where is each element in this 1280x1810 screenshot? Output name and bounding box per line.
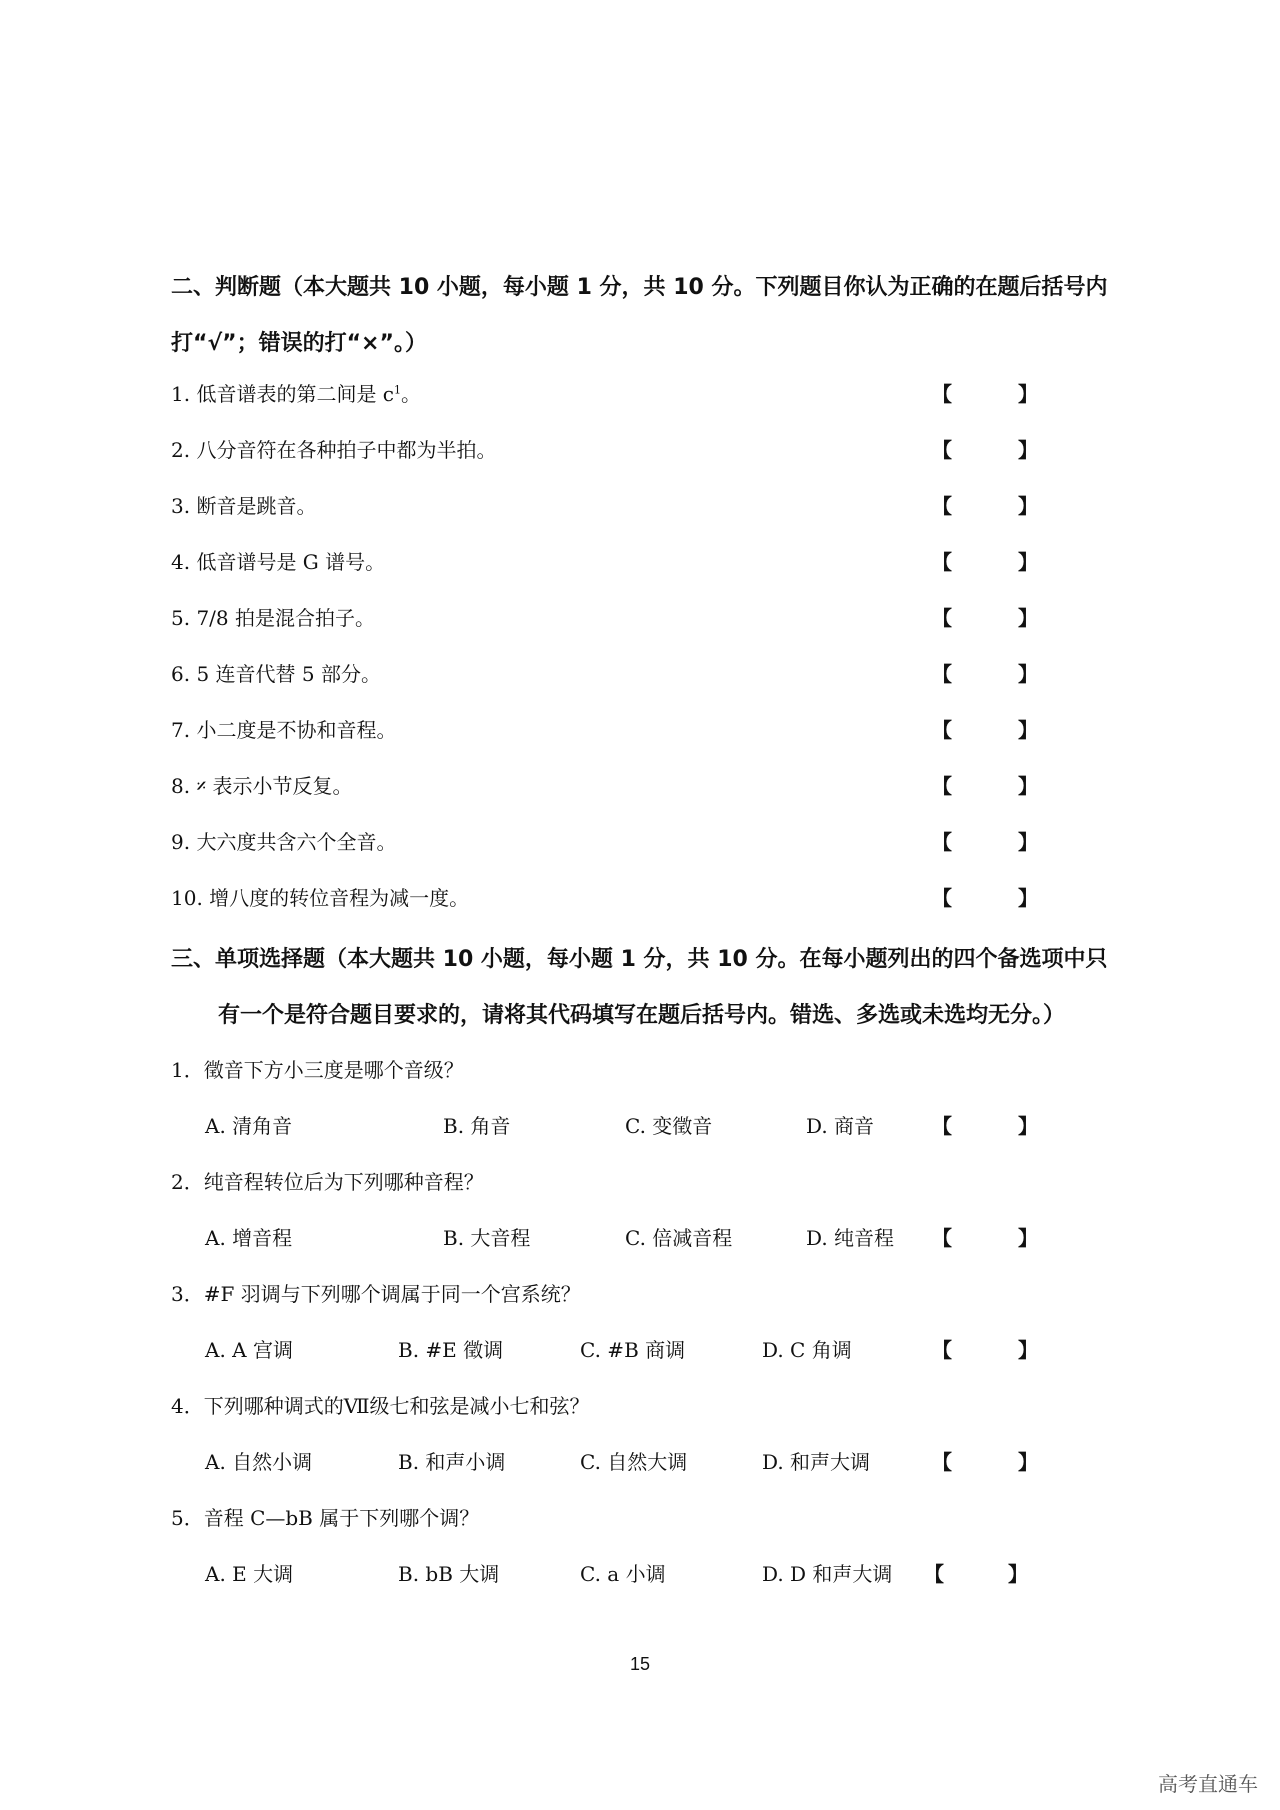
tf-item [171, 826, 396, 855]
mc-question: 1．徵音下方小三度是哪个音级？ [171, 1058, 464, 1082]
tf-item-text: 八分音符在各种拍子中都为半拍。 [196, 438, 497, 462]
mc-option: A. 增音程 [205, 1226, 293, 1250]
mc-option: A. A 宫调 [205, 1338, 293, 1362]
answer-bracket-close[interactable]: 】 [1018, 550, 1038, 574]
tf-item-number: 7. [171, 718, 191, 742]
tf-item [171, 658, 381, 687]
mc-option: C. 自然大调 [580, 1450, 688, 1474]
mc-option: D. D 和声大调 [762, 1562, 893, 1586]
answer-bracket-close[interactable]: 】 [1018, 1450, 1038, 1474]
answer-bracket-close[interactable]: 】 [1018, 494, 1038, 518]
mc-option: B. 角音 [443, 1114, 511, 1138]
tf-item [171, 434, 496, 463]
mc-option: D. C 角调 [762, 1338, 852, 1362]
mc-option: B. 大音程 [443, 1226, 531, 1250]
tf-item-text: 增八度的转位音程为减一度。 [209, 886, 470, 910]
mc-option: C. a 小调 [580, 1562, 666, 1586]
answer-bracket-close[interactable]: 】 [1018, 830, 1038, 854]
answer-bracket-close[interactable]: 】 [1018, 1226, 1038, 1250]
answer-bracket-close[interactable]: 】 [1018, 438, 1038, 462]
tf-item-text-end: 。 [401, 382, 422, 406]
answer-bracket-open[interactable]: 【 [932, 1338, 952, 1362]
answer-bracket-open[interactable]: 【 [932, 1114, 952, 1138]
answer-bracket-open[interactable]: 【 [924, 1562, 944, 1586]
answer-bracket-open[interactable]: 【 [932, 886, 952, 910]
tf-item [171, 602, 375, 631]
mc-question: 2．纯音程转位后为下列哪种音程？ [171, 1170, 484, 1194]
tf-item-superscript: 1 [394, 383, 402, 397]
page-number: 15 [629, 1654, 651, 1674]
mc-option: C. 倍减音程 [625, 1226, 733, 1250]
tf-item-text: 5 连音代替 5 部分。 [196, 662, 381, 686]
mc-option: A. 自然小调 [205, 1450, 313, 1474]
tf-item-number: 5. [171, 606, 191, 630]
mc-question: 3．#F 羽调与下列哪个调属于同一个宫系统？ [171, 1282, 581, 1306]
answer-bracket-close[interactable]: 】 [1018, 1338, 1038, 1362]
mc-option: A. E 大调 [205, 1562, 294, 1586]
answer-bracket-open[interactable]: 【 [932, 438, 952, 462]
mc-option: C. 变徵音 [625, 1114, 713, 1138]
mc-question: 4．下列哪种调式的Ⅶ级七和弦是减小七和弦？ [171, 1394, 590, 1418]
answer-bracket-close[interactable]: 】 [1008, 1562, 1028, 1586]
mc-option: B. bB 大调 [398, 1562, 500, 1586]
mc-option: A. 清角音 [205, 1114, 293, 1138]
answer-bracket-open[interactable]: 【 [932, 550, 952, 574]
answer-bracket-open[interactable]: 【 [932, 830, 952, 854]
section2-title-line1: 二、判断题（本大题共 10 小题，每小题 1 分，共 10 分。下列题目你认为正确的在题后括号内 [171, 275, 1108, 300]
tf-item [171, 378, 421, 407]
section3-title-line2: 有一个是符合题目要求的，请将其代码填写在题后括号内。错选、多选或未选均无分。） [218, 1003, 1066, 1028]
answer-bracket-open[interactable]: 【 [932, 606, 952, 630]
mc-question: 5．音程 C—bB 属于下列哪个调？ [171, 1506, 480, 1530]
mc-option: C. #B 商调 [580, 1338, 686, 1362]
tf-item [171, 714, 396, 743]
tf-item [171, 546, 385, 575]
tf-item [171, 490, 316, 519]
tf-item-text: 𝄎 表示小节反复。 [196, 774, 353, 798]
section3-title-line1: 三、单项选择题（本大题共 10 小题，每小题 1 分，共 10 分。在每小题列出的四个备选项中只 [171, 947, 1108, 972]
answer-bracket-open[interactable]: 【 [932, 382, 952, 406]
tf-item-text: 7/8 拍是混合拍子。 [196, 606, 375, 630]
tf-item-text: 大六度共含六个全音。 [196, 830, 397, 854]
tf-item-number: 9. [171, 830, 191, 854]
answer-bracket-close[interactable]: 】 [1018, 774, 1038, 798]
tf-item [171, 770, 352, 799]
mc-option: B. #E 徵调 [398, 1338, 504, 1362]
tf-item-text: 小二度是不协和音程。 [196, 718, 397, 742]
tf-item-number: 1. [171, 382, 191, 406]
answer-bracket-open[interactable]: 【 [932, 662, 952, 686]
answer-bracket-close[interactable]: 】 [1018, 606, 1038, 630]
tf-item-number: 8. [171, 774, 191, 798]
mc-option: B. 和声小调 [398, 1450, 506, 1474]
answer-bracket-open[interactable]: 【 [932, 1450, 952, 1474]
answer-bracket-close[interactable]: 】 [1018, 662, 1038, 686]
answer-bracket-close[interactable]: 】 [1018, 1114, 1038, 1138]
tf-item-number: 4. [171, 550, 191, 574]
answer-bracket-close[interactable]: 】 [1018, 718, 1038, 742]
answer-bracket-open[interactable]: 【 [932, 1226, 952, 1250]
tf-item-number: 6. [171, 662, 191, 686]
answer-bracket-close[interactable]: 】 [1018, 886, 1038, 910]
tf-item [171, 882, 469, 911]
answer-bracket-open[interactable]: 【 [932, 774, 952, 798]
answer-bracket-close[interactable]: 】 [1018, 382, 1038, 406]
answer-bracket-open[interactable]: 【 [932, 494, 952, 518]
tf-item-number: 2. [171, 438, 191, 462]
watermark: 高考直通车 [1158, 1772, 1258, 1796]
mc-option: D. 纯音程 [806, 1226, 895, 1250]
answer-bracket-open[interactable]: 【 [932, 718, 952, 742]
tf-item-number: 10. [171, 886, 203, 910]
tf-item-text: 断音是跳音。 [196, 494, 317, 518]
mc-option: D. 商音 [806, 1114, 875, 1138]
tf-item-text: 低音谱表的第二间是 c [196, 382, 395, 406]
tf-item-text: 低音谱号是 G 谱号。 [196, 550, 386, 574]
tf-item-number: 3. [171, 494, 191, 518]
section2-title-line2: 打“√”；错误的打“×”。） [171, 331, 427, 356]
mc-option: D. 和声大调 [762, 1450, 871, 1474]
